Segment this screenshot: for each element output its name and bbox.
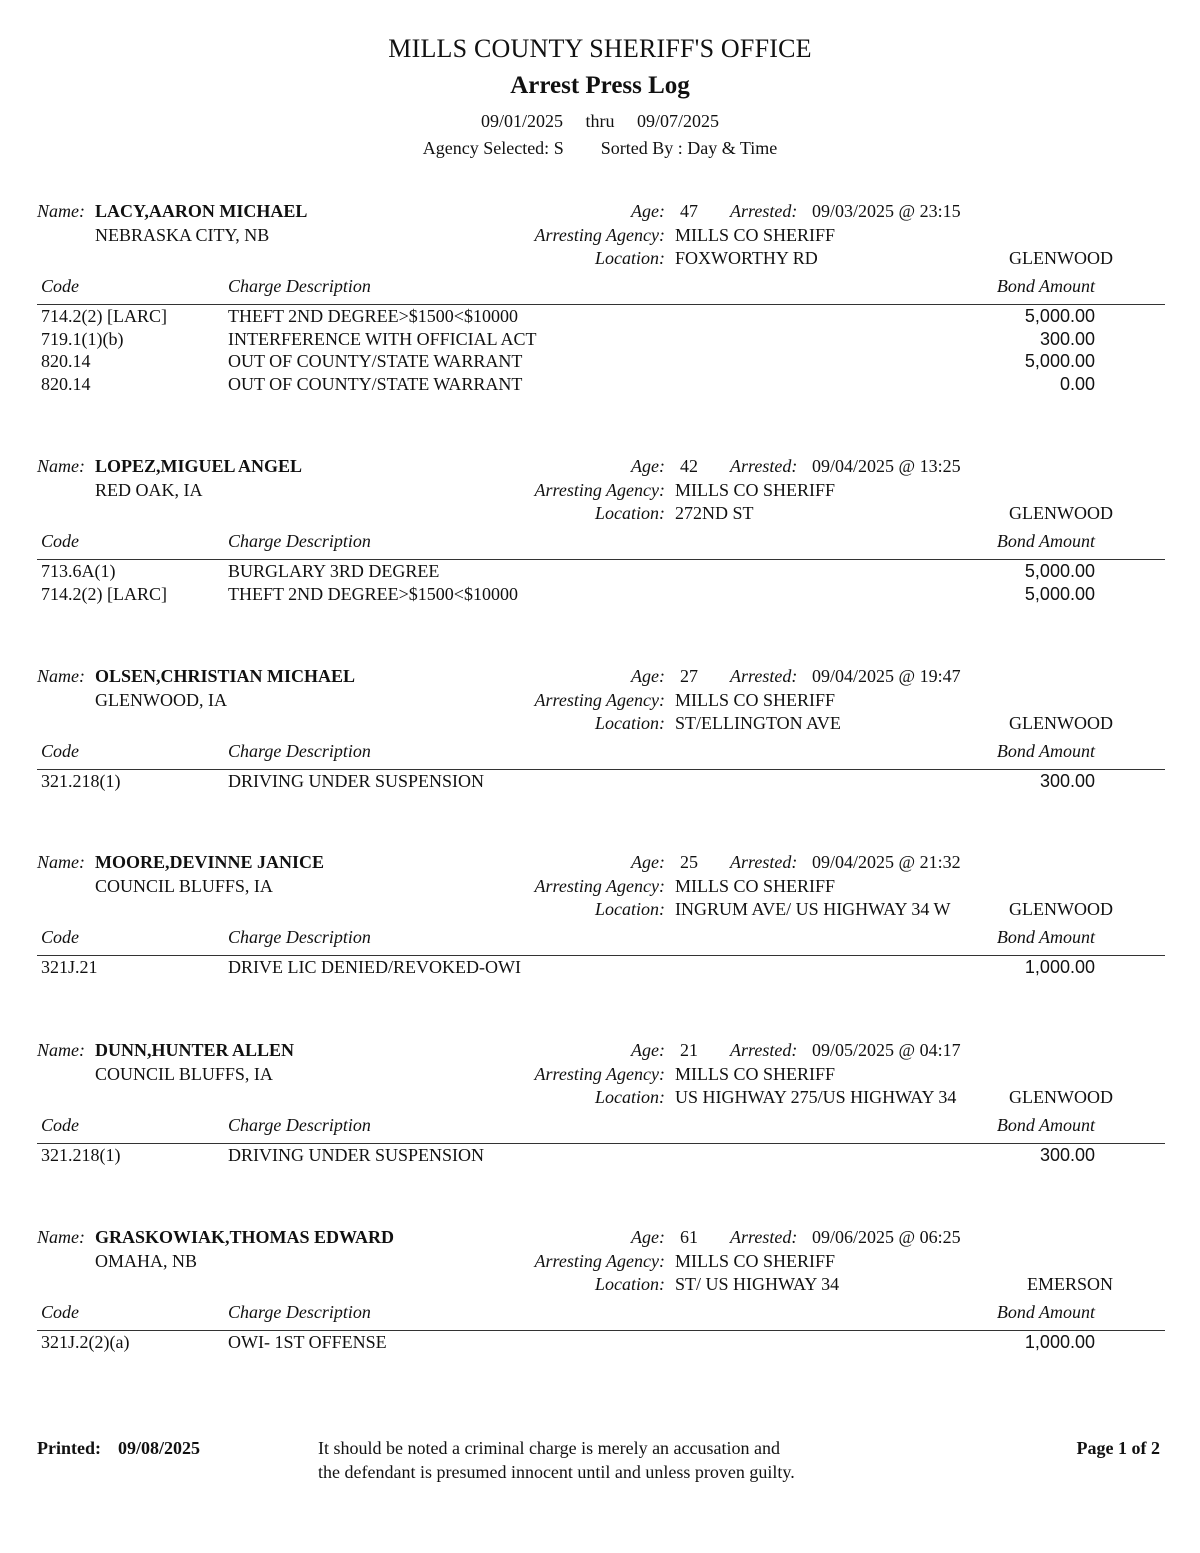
arrested-label: Arrested:: [730, 1040, 798, 1060]
bond-amount: 0.00: [1059, 373, 1095, 394]
charge-code: 321.218(1): [41, 1145, 121, 1165]
charge-description: DRIVE LIC DENIED/REVOKED-OWI: [228, 957, 521, 977]
bond-amount: 5,000.00: [1024, 306, 1095, 326]
printed-label: Printed:: [37, 1438, 101, 1458]
arresting-agency: MILLS CO SHERIFF: [675, 690, 836, 710]
arrest-town: EMERSON: [1026, 1274, 1113, 1294]
arrest-location: 272ND ST: [675, 503, 754, 523]
bond-amount-header: Bond Amount: [996, 531, 1095, 551]
arrestee-name: OLSEN,CHRISTIAN MICHAEL: [95, 666, 356, 686]
charge-row: [0, 956, 1200, 979]
arrestee-age: 47: [680, 201, 698, 221]
charge-row: [0, 305, 1200, 328]
charge-row: [0, 583, 1200, 606]
arresting-agency-label: Arresting Agency:: [534, 225, 665, 245]
charge-description-header: Charge Description: [228, 741, 371, 761]
arrestee-city: COUNCIL BLUFFS, IA: [95, 1064, 273, 1084]
bond-amount-header: Bond Amount: [996, 276, 1095, 296]
date-from: 09/01/2025: [480, 111, 563, 131]
age-label: Age:: [631, 456, 665, 476]
arrest-record: [0, 455, 1200, 625]
arrestee-city: RED OAK, IA: [95, 480, 203, 500]
arrest-record: [0, 1039, 1200, 1209]
charge-row: [0, 328, 1200, 351]
charge-code: 714.2(2) [LARC]: [41, 583, 167, 604]
arrest-location: ST/ US HIGHWAY 34: [675, 1274, 840, 1294]
age-label: Age:: [631, 852, 665, 872]
sorted-by-label: Sorted By :: [600, 138, 683, 158]
bond-amount: 300.00: [1039, 771, 1095, 791]
charge-description-header: Charge Description: [228, 927, 371, 947]
name-label: Name:: [37, 1040, 85, 1060]
bond-amount: 5,000.00: [1024, 583, 1095, 604]
arrested-label: Arrested:: [730, 666, 798, 686]
agency-selected-value: S: [553, 138, 564, 158]
office-title: MILLS COUNTY SHERIFF'S OFFICE: [388, 34, 812, 63]
arrestee-name: GRASKOWIAK,THOMAS EDWARD: [95, 1227, 395, 1247]
arrest-town: GLENWOOD: [1009, 503, 1113, 523]
arrested-datetime: 09/06/2025 @ 06:25: [812, 1227, 961, 1247]
code-header: Code: [41, 741, 79, 761]
arrested-datetime: 09/04/2025 @ 19:47: [812, 666, 961, 686]
bond-amount-header: Bond Amount: [996, 1115, 1095, 1135]
arrest-location: US HIGHWAY 275/US HIGHWAY 34: [675, 1087, 957, 1107]
arrestee-name: LACY,AARON MICHAEL: [95, 201, 308, 221]
charge-description: BURGLARY 3RD DEGREE: [228, 561, 440, 581]
arrested-datetime: 09/05/2025 @ 04:17: [812, 1040, 961, 1060]
charge-description: OWI- 1ST OFFENSE: [228, 1332, 387, 1352]
location-label: Location:: [595, 248, 665, 268]
bond-amount: 5,000.00: [1024, 561, 1095, 581]
arrest-location: ST/ELLINGTON AVE: [675, 713, 841, 733]
arrestee-age: 21: [680, 1040, 698, 1060]
charge-row: [0, 350, 1200, 373]
location-label: Location:: [595, 899, 665, 919]
age-label: Age:: [631, 1040, 665, 1060]
name-label: Name:: [37, 852, 85, 872]
arrest-town: GLENWOOD: [1009, 899, 1113, 919]
page-number: Page 1 of 2: [1076, 1438, 1160, 1458]
bond-amount: 1,000.00: [1024, 1332, 1095, 1352]
notice-line-2: the defendant is presumed innocent until and unless proven guilty.: [318, 1462, 795, 1482]
code-header: Code: [41, 276, 79, 296]
arresting-agency-label: Arresting Agency:: [534, 480, 665, 500]
age-label: Age:: [631, 201, 665, 221]
charge-description: OUT OF COUNTY/STATE WARRANT: [228, 351, 523, 371]
charge-code: 820.14: [41, 351, 91, 371]
charge-code: 321.218(1): [41, 771, 121, 791]
location-label: Location:: [595, 503, 665, 523]
code-header: Code: [41, 1115, 79, 1135]
agency-selected-label: Agency Selected:: [422, 138, 550, 158]
arrestee-city: NEBRASKA CITY, NB: [95, 225, 270, 245]
arresting-agency-label: Arresting Agency:: [534, 1064, 665, 1084]
printed-info: [37, 1436, 200, 1460]
arrestee-age: 42: [680, 456, 698, 476]
location-label: Location:: [595, 1087, 665, 1107]
date-to: 09/07/2025: [637, 111, 720, 131]
arrested-datetime: 09/03/2025 @ 23:15: [812, 201, 961, 221]
arrested-datetime: 09/04/2025 @ 21:32: [812, 852, 961, 872]
charge-description: OUT OF COUNTY/STATE WARRANT: [228, 373, 523, 394]
name-label: Name:: [37, 1227, 85, 1247]
charge-description: THEFT 2ND DEGREE>$1500<$10000: [228, 306, 518, 326]
arresting-agency-label: Arresting Agency:: [534, 690, 665, 710]
arrest-record: [0, 665, 1200, 835]
arrested-label: Arrested:: [730, 201, 798, 221]
arresting-agency: MILLS CO SHERIFF: [675, 225, 836, 245]
charge-code: 713.6A(1): [41, 561, 116, 581]
location-label: Location:: [595, 1274, 665, 1294]
code-header: Code: [41, 1302, 79, 1322]
printed-date: 09/08/2025: [117, 1438, 200, 1458]
bond-amount: 1,000.00: [1024, 957, 1095, 977]
code-header: Code: [41, 531, 79, 551]
bond-amount-header: Bond Amount: [996, 741, 1095, 761]
arrest-town: GLENWOOD: [1009, 248, 1113, 268]
charge-code: 820.14: [41, 373, 91, 394]
charge-description-header: Charge Description: [228, 1115, 371, 1135]
arrest-town: GLENWOOD: [1009, 1087, 1113, 1107]
arrest-record: [0, 200, 1200, 394]
arrest-town: GLENWOOD: [1009, 713, 1113, 733]
charge-description: DRIVING UNDER SUSPENSION: [228, 1145, 485, 1165]
charge-description: INTERFERENCE WITH OFFICIAL ACT: [228, 328, 537, 349]
code-header: Code: [41, 927, 79, 947]
arrestee-city: OMAHA, NB: [95, 1251, 198, 1271]
arresting-agency: MILLS CO SHERIFF: [675, 1064, 836, 1084]
sorted-by-value: Day & Time: [687, 138, 778, 158]
location-label: Location:: [595, 713, 665, 733]
charge-description-header: Charge Description: [228, 1302, 371, 1322]
arrest-record: [0, 1226, 1200, 1396]
arrest-record: [0, 851, 1200, 1021]
name-label: Name:: [37, 666, 85, 686]
arrestee-name: MOORE,DEVINNE JANICE: [95, 852, 325, 872]
charge-row: [0, 373, 1200, 396]
arrested-label: Arrested:: [730, 852, 798, 872]
arrestee-age: 61: [680, 1227, 698, 1247]
arrestee-city: GLENWOOD, IA: [95, 690, 227, 710]
arresting-agency: MILLS CO SHERIFF: [675, 480, 836, 500]
arresting-agency-label: Arresting Agency:: [534, 876, 665, 896]
arrest-location: INGRUM AVE/ US HIGHWAY 34 W: [675, 899, 951, 919]
arresting-agency: MILLS CO SHERIFF: [675, 1251, 836, 1271]
charge-row: [0, 770, 1200, 793]
bond-amount-header: Bond Amount: [996, 1302, 1095, 1322]
arrested-label: Arrested:: [730, 1227, 798, 1247]
arrest-location: FOXWORTHY RD: [675, 248, 818, 268]
charge-row: [0, 1331, 1200, 1354]
bond-amount-header: Bond Amount: [996, 927, 1095, 947]
arrestee-age: 25: [680, 852, 698, 872]
arrestee-name: LOPEZ,MIGUEL ANGEL: [95, 456, 303, 476]
arrestee-age: 27: [680, 666, 698, 686]
charge-description: THEFT 2ND DEGREE>$1500<$10000: [228, 583, 518, 604]
charge-code: 321J.21: [41, 957, 98, 977]
charge-row: [0, 1144, 1200, 1167]
arrestee-name: DUNN,HUNTER ALLEN: [95, 1040, 295, 1060]
charge-code: 321J.2(2)(a): [41, 1332, 130, 1352]
bond-amount: 5,000.00: [1024, 351, 1095, 371]
arrested-datetime: 09/04/2025 @ 13:25: [812, 456, 961, 476]
thru-label: thru: [585, 111, 615, 131]
charge-description: DRIVING UNDER SUSPENSION: [228, 771, 485, 791]
charge-row: [0, 560, 1200, 583]
arresting-agency: MILLS CO SHERIFF: [675, 876, 836, 896]
name-label: Name:: [37, 456, 85, 476]
name-label: Name:: [37, 201, 85, 221]
charge-description-header: Charge Description: [228, 276, 371, 296]
arrested-label: Arrested:: [730, 456, 798, 476]
notice-line-1: It should be noted a criminal charge is merely an accusation and: [318, 1438, 781, 1458]
charge-code: 719.1(1)(b): [41, 328, 124, 349]
report-title: Arrest Press Log: [510, 72, 690, 99]
age-label: Age:: [631, 1227, 665, 1247]
arrestee-city: COUNCIL BLUFFS, IA: [95, 876, 273, 896]
arresting-agency-label: Arresting Agency:: [534, 1251, 665, 1271]
bond-amount: 300.00: [1039, 328, 1095, 349]
charge-description-header: Charge Description: [228, 531, 371, 551]
bond-amount: 300.00: [1039, 1145, 1095, 1165]
age-label: Age:: [631, 666, 665, 686]
charge-code: 714.2(2) [LARC]: [41, 306, 167, 326]
